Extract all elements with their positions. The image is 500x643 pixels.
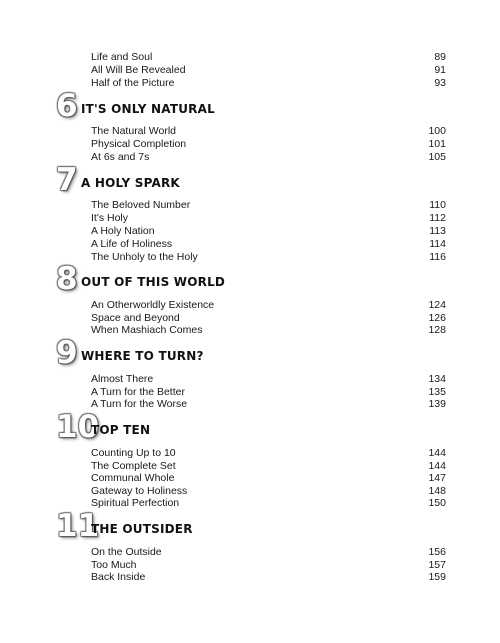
entry-page-number: 159: [428, 571, 446, 583]
chapter-heading: [56, 88, 456, 122]
toc-entry: [91, 138, 446, 151]
toc-entry: [91, 546, 446, 559]
toc-entry: [91, 212, 446, 225]
entry-page-number: 148: [428, 485, 446, 497]
entry-title: A Turn for the Better: [91, 386, 185, 398]
entry-title: Gateway to Holiness: [91, 485, 188, 497]
entry-title: Space and Beyond: [91, 312, 180, 324]
entry-title: Communal Whole: [91, 472, 175, 484]
entry-title: Spiritual Perfection: [91, 497, 180, 509]
toc-entry: [91, 125, 446, 138]
chapter-heading: [56, 508, 456, 542]
entry-title: Physical Completion: [91, 138, 187, 150]
chapter-number: 6: [56, 88, 78, 124]
entry-title: An Otherworldly Existence: [91, 299, 215, 311]
entry-title: When Mashiach Comes: [91, 324, 203, 336]
chapter-title: THE OUTSIDER: [91, 522, 193, 536]
entry-page-number: 144: [428, 447, 446, 459]
entry-page-number: 135: [428, 386, 446, 398]
entry-page-number: 89: [434, 51, 446, 63]
chapter-heading: [56, 261, 456, 295]
chapter-number: 8: [56, 261, 78, 297]
chapter-number: 11: [56, 508, 100, 544]
entry-title: A Life of Holiness: [91, 238, 173, 250]
toc-entry: [91, 64, 446, 77]
entry-page-number: 134: [428, 373, 446, 385]
chapter-title: TOP TEN: [91, 423, 151, 437]
entry-title: Too Much: [91, 559, 137, 571]
entry-page-number: 114: [429, 238, 446, 250]
entry-page-number: 105: [428, 151, 446, 163]
entry-page-number: 101: [428, 138, 446, 150]
chapter-title: A HOLY SPARK: [81, 176, 180, 190]
entry-page-number: 139: [428, 398, 446, 410]
entry-title: A Turn for the Worse: [91, 398, 188, 410]
entry-page-number: 147: [428, 472, 446, 484]
entry-title: Almost There: [91, 373, 154, 385]
entry-page-number: 144: [428, 460, 446, 472]
chapter-heading: [56, 162, 456, 196]
entry-page-number: 91: [434, 64, 446, 76]
entry-title: The Natural World: [91, 125, 177, 137]
entry-title: All Will Be Revealed: [91, 64, 186, 76]
entry-title: Half of the Picture: [91, 77, 175, 89]
entry-title: The Complete Set: [91, 460, 176, 472]
entry-title: Life and Soul: [91, 51, 153, 63]
entry-title: At 6s and 7s: [91, 151, 150, 163]
entry-page-number: 112: [429, 212, 446, 224]
entry-page-number: 150: [428, 497, 446, 509]
entry-page-number: 113: [429, 225, 446, 237]
entry-page-number: 100: [428, 125, 446, 137]
chapter-heading: [56, 409, 456, 443]
toc-entry: [91, 472, 446, 485]
entry-title: It's Holy: [91, 212, 129, 224]
chapter-title: IT'S ONLY NATURAL: [81, 102, 215, 116]
entry-page-number: 157: [428, 559, 446, 571]
entry-page-number: 124: [428, 299, 446, 311]
entry-page-number: 126: [428, 312, 446, 324]
chapter-number: 7: [56, 162, 78, 198]
toc-entry: [91, 299, 446, 312]
entry-page-number: 156: [428, 546, 446, 558]
entry-page-number: 116: [429, 251, 446, 263]
entry-page-number: 93: [434, 77, 446, 89]
entry-title: Back Inside: [91, 571, 146, 583]
chapter-title: WHERE TO TURN?: [81, 349, 204, 363]
chapter-number: 10: [56, 409, 100, 445]
entry-title: The Unholy to the Holy: [91, 251, 198, 263]
toc-entry: [91, 373, 446, 386]
toc-entry: [91, 238, 446, 251]
toc-entry: [91, 447, 446, 460]
toc-entry: [91, 571, 446, 584]
chapter-number: 9: [56, 335, 78, 371]
chapter-title: OUT OF THIS WORLD: [81, 275, 226, 289]
entry-page-number: 128: [428, 324, 446, 336]
chapter-heading: [56, 335, 456, 369]
entry-title: On the Outside: [91, 546, 162, 558]
toc-entry: [91, 51, 446, 64]
entry-title: A Holy Nation: [91, 225, 155, 237]
entry-title: Counting Up to 10: [91, 447, 176, 459]
toc-entry: [91, 199, 446, 212]
entry-title: The Beloved Number: [91, 199, 191, 211]
toc-entry: [91, 225, 446, 238]
entry-page-number: 110: [429, 199, 446, 211]
